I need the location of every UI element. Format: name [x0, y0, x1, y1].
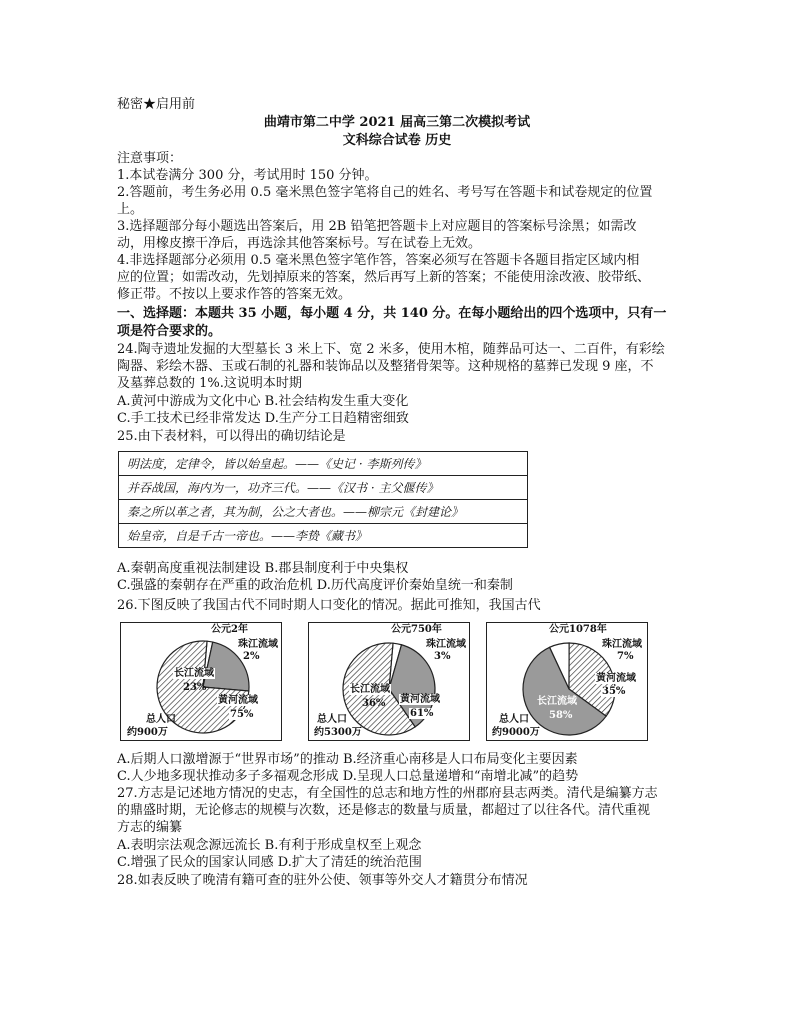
q24-stem: 及墓葬总数的 1%.这说明本时期 [117, 376, 302, 391]
q25-options: C.强盛的秦朝存在严重的政治危机 D.历代高度评价秦始皇统一和秦制 [117, 578, 513, 593]
slice-value-label: 75% [230, 709, 254, 720]
slice-value-label: 2% [243, 651, 260, 662]
notes-heading: 注意事项： [117, 151, 183, 166]
pie-chart-year-1078 [486, 622, 648, 741]
slice-name-label: 长江流域 [350, 684, 390, 695]
table-cell: 明法度，定律令，皆以始皇起。——《史记 · 李斯列传》 [119, 452, 528, 476]
table-row [119, 500, 528, 524]
table-cell: 始皇帝，自是千古一帝也。——李贽《藏书》 [119, 524, 528, 548]
q24-options: A.黄河中游成为文化中心 B.社会结构发生重大变化 [117, 394, 409, 409]
slice-value-label: 58% [549, 710, 573, 721]
q24-stem: 24.陶寺遗址发掘的大型墓长 3 米上下、宽 2 米多，使用木棺，随葬品可达一、二百件，有彩绘 [117, 342, 665, 357]
slice-name-label: 黄河流域 [596, 673, 636, 684]
note-line: 3.选择题部分每小题选出答案后，用 2B 铅笔把答题卡上对应题目的答案标号涂黑；如需改 [117, 219, 637, 234]
q28-stem: 28.如表反映了晚清有籍可查的驻外公使、领事等外交人才籍贯分布情况 [117, 873, 528, 888]
exam-subtitle: 文科综合试卷 历史 [342, 133, 452, 148]
note-line: 上。 [117, 202, 144, 217]
table-cell: 并吞战国，海内为一，功齐三代。——《汉书 · 主父偃传》 [119, 476, 528, 500]
total-population-label: 总人口 [146, 714, 176, 725]
slice-name-label: 珠江流域 [426, 639, 466, 650]
q25-source-table [118, 451, 528, 548]
q27-options: C.增强了民众的国家认同感 D.扩大了清廷的统治范围 [117, 855, 422, 870]
q26-options: C.人少地多现状推动多子多福观念形成 D.呈现人口总量递增和“南增北减”的趋势 [117, 769, 579, 784]
table-cell: 秦之所以革之者，其为制，公之大者也。——柳宗元《封建论》 [119, 500, 528, 524]
slice-value-label: 61% [410, 708, 434, 719]
q24-options: C.手工技术已经非常发达 D.生产分工日趋精密细致 [117, 411, 409, 426]
table-row [119, 452, 528, 476]
slice-value-label: 35% [602, 686, 626, 697]
slice-value-label: 7% [617, 651, 634, 662]
chart-title: 公元1078年 [549, 624, 607, 635]
q24-stem: 陶器、彩绘木器、玉或石制的礼器和装饰品以及整猪骨架等。这种规格的墓葬已发现 9 座，不 [117, 359, 654, 374]
secret-label: 秘密★启用前 [117, 97, 196, 112]
slice-name-label: 黄河流域 [400, 694, 440, 705]
total-population-value: 约900万 [127, 727, 168, 738]
note-line: 4.非选择题部分必须用 0.5 毫米黑色签字笔作答，答案必须写在答题卡各题目指定区域内相 [117, 253, 640, 268]
chart-title: 公元2年 [211, 624, 248, 635]
slice-name-label: 黄河流域 [218, 695, 258, 706]
note-line: 应的位置；如需改动，先划掉原来的答案，然后再写上新的答案；不能使用涂改液、胶带纸、 [117, 270, 651, 285]
slice-value-label: 36% [362, 698, 386, 709]
q26-stem: 26.下图反映了我国古代不同时期人口变化的情况。据此可推知，我国古代 [117, 598, 541, 613]
pie-chart-year-2 [120, 622, 282, 741]
table-row [119, 524, 528, 548]
exam-title: 曲靖市第二中学 2021 届高三第二次模拟考试 [263, 115, 531, 130]
q25-stem: 25.由下表材料，可以得出的确切结论是 [117, 429, 346, 444]
total-population-value: 约9000万 [492, 727, 540, 738]
note-line: 修正带。不按以上要求作答的答案无效。 [117, 287, 352, 302]
q26-options: A.后期人口激增源于“世界市场”的推动 B.经济重心南移是人口布局变化主要因素 [117, 752, 578, 767]
section-heading: 一、选择题：本题共 35 小题，每小题 4 分，共 140 分。在每小题给出的四个选项中，只有一 [117, 306, 667, 321]
note-line: 1.本试卷满分 300 分，考试用时 150 分钟。 [117, 168, 378, 183]
slice-name-label: 长江流域 [174, 668, 214, 679]
total-population-label: 总人口 [317, 714, 347, 725]
total-population-label: 总人口 [499, 714, 529, 725]
note-line: 动，用橡皮擦干净后，再选涂其他答案标号。写在试卷上无效。 [117, 236, 482, 251]
slice-name-label: 珠江流域 [238, 639, 278, 650]
slice-value-label: 3% [434, 651, 451, 662]
note-line: 2.答题前，考生务必用 0.5 毫米黑色签字笔将自己的姓名、考号写在答题卡和试卷规定的位置 [117, 185, 653, 200]
q25-options: A.秦朝高度重视法制建设 B.郡县制度利于中央集权 [117, 561, 409, 576]
q27-stem: 27.方志是记述地方情况的史志，有全国性的总志和地方性的州郡府县志两类。清代是编纂方志 [117, 786, 658, 801]
slice-name-label: 长江流域 [537, 696, 577, 707]
slice-name-label: 珠江流域 [602, 639, 642, 650]
total-population-value: 约5300万 [314, 727, 362, 738]
q27-options: A.表明宗法观念源远流长 B.有利于形成皇权至上观念 [117, 838, 422, 853]
q27-stem: 方志的编纂 [117, 820, 183, 835]
section-heading: 项是符合要求的。 [117, 324, 222, 339]
pie-chart-year-750 [308, 622, 470, 741]
table-row [119, 476, 528, 500]
q27-stem: 的鼎盛时期，无论修志的规模与次数，还是修志的数量与质量，都超过了以往各代。清代重视 [117, 803, 651, 818]
slice-value-label: 23% [183, 682, 207, 693]
chart-title: 公元750年 [391, 624, 442, 635]
